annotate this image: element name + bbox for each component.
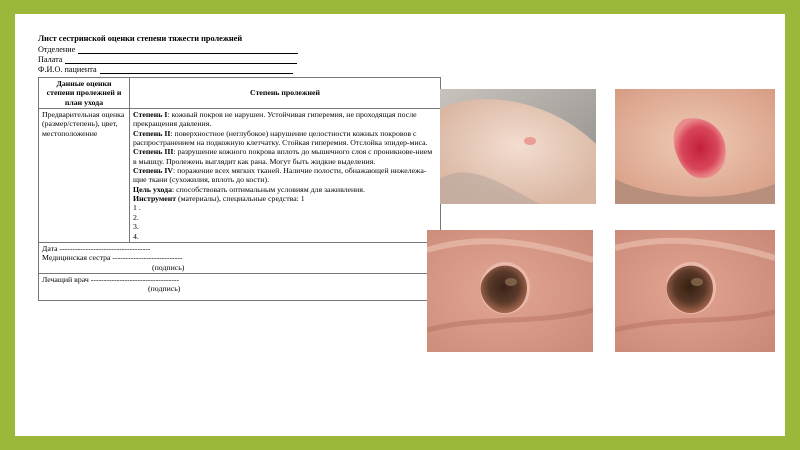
list-item: 1 . [133, 203, 141, 213]
field-ward [38, 55, 297, 64]
stage-1 [133, 110, 437, 129]
stage-3-text: : разрушение кожного покрова вплоть до мышечного слоя с проникнове-нием в мышцу. Пролежень выглядит как рана. Могут быть жидкие выделения. [133, 147, 433, 166]
stage-2-text: : поверхностное (неглубокое) нарушение целостности кожных покровов с распространением на подкожную клетчатку. Стойкая гиперемия. Отслойка эпидер-миса. [133, 128, 428, 148]
stage-1-label: Степень I [133, 110, 168, 120]
slide [15, 14, 785, 436]
field-patient-name-label: Ф.И.О. пациента [38, 65, 97, 74]
date-line: Дата ----------------------------------- [42, 243, 151, 253]
stage-4-text: : поражение всех мягких тканей. Наличие полости, обнажающей нижележа-щие ткани (сухожилия, вплоть до кости). [133, 166, 427, 185]
list-item: 4. [133, 231, 139, 241]
care-goal-text: : способствовать оптимальным условиям для заживления. [172, 184, 365, 194]
field-department [38, 45, 298, 54]
stage-3-label: Степень III [133, 147, 174, 157]
header-assessment: Данные оценки степени пролежней и план ухода [39, 78, 130, 109]
doctor-signature-cell [39, 273, 441, 300]
list-item: 2. [133, 212, 139, 222]
tool [133, 194, 437, 203]
field-department-line [78, 45, 298, 54]
stage-3-bedsore-photo [427, 230, 593, 352]
tool-label: Инструмент [133, 194, 177, 204]
stage-2-label: Степень II [133, 128, 171, 138]
stage-3 [133, 147, 437, 166]
table-body-row [39, 109, 441, 243]
nurse-signature-cell [39, 242, 441, 273]
stage-1-bedsore-photo [440, 89, 596, 204]
preliminary-assessment-cell: Предварительная оценка (размер/степень), цвет, местоположение [39, 109, 130, 243]
stage-2 [133, 129, 437, 148]
stage-1-text: : кожный покров не нарушен. Устойчивая гиперемия, не проходящая после прекращения давления. [133, 110, 417, 129]
doctor-line: Лечащий врач ---------------------------------- [42, 274, 180, 284]
table-signature-row-doctor [39, 273, 441, 300]
field-ward-line [65, 55, 297, 64]
form-title: Лист сестринской оценки степени тяжести пролежней [38, 34, 243, 43]
table-signature-row-nurse [39, 242, 441, 273]
stage-criteria-cell [130, 109, 441, 243]
stage-4 [133, 166, 437, 185]
field-patient-name [38, 65, 293, 74]
stage-4-label: Степень IV [133, 166, 174, 176]
nurse-line: Медицинская сестра --------------------------- [42, 253, 183, 263]
field-patient-name-line [100, 65, 293, 74]
header-stage: Степень пролежней [130, 78, 441, 109]
field-department-label: Отделение [38, 45, 76, 54]
table-header-row [39, 78, 441, 109]
nurse-signature-caption: (подпись) [152, 262, 185, 272]
list-item: 3. [133, 222, 139, 232]
care-goal [133, 185, 437, 194]
doctor-signature-caption: (подпись) [148, 284, 181, 294]
stage-4-bedsore-photo [615, 230, 775, 352]
care-goal-label: Цель ухода [133, 184, 172, 194]
field-ward-label: Палата [38, 55, 63, 64]
tool-text: (материалы), специальные средства: 1 [176, 194, 305, 204]
assessment-table [38, 77, 441, 301]
stage-2-bedsore-photo [615, 89, 775, 204]
